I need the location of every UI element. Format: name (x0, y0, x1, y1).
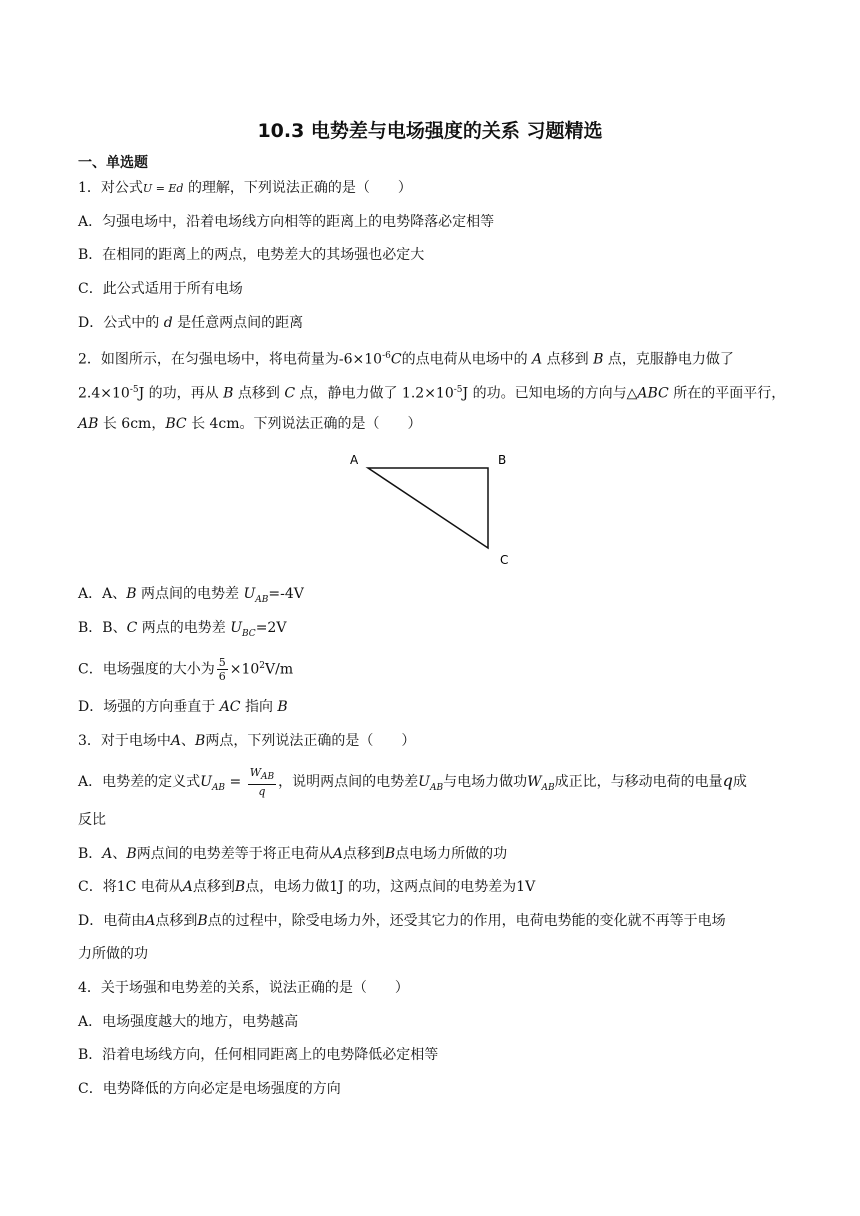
q2-option-b: B．B、C 两点的电势差 $U_{BC}=2V$ (78, 620, 287, 639)
q1-formula: U = Ed (142, 182, 184, 195)
q1-stem: 1．对公式U = Ed 的理解，下列说法正确的是（ ） (78, 180, 412, 196)
triangle-abc (368, 468, 488, 548)
q2-stem-line1: 2．如图所示，在匀强电场中，将电荷量为$-6\times 10^{-6}C$的点电荷从电场中的 A 点移到 B 点，克服静电力做了 (78, 351, 734, 368)
q1-option-b: B．在相同的距离上的两点，电势差大的其场强也必定大 (78, 247, 425, 263)
q2-stem-line3: AB 长 6cm，BC 长 4cm。下列说法正确的是（ ） (78, 416, 422, 432)
q1-option-a: A．匀强电场中，沿着电场线方向相等的距离上的电势降落必定相等 (78, 214, 495, 230)
q4-option-c: C．电势降低的方向必定是电场强度的方向 (78, 1081, 341, 1097)
q3-option-d-line1: D．电荷由A点移到B点的过程中，除受电场力外，还受其它力的作用，电荷电势能的变化就不再等于电场 (78, 913, 726, 929)
q2-option-c: C．电场强度的大小为 $\frac{5}{6}$ $\times 10^2V/m$ (78, 656, 294, 684)
q3-option-a-line2: 反比 (78, 812, 106, 828)
q4-stem: 4．关于场强和电势差的关系，说法正确的是（ ） (78, 980, 409, 996)
q3-option-d-line2: 力所做的功 (78, 946, 148, 962)
section-heading: 一、单选题 (78, 155, 148, 171)
vertex-label-b: B (498, 453, 507, 467)
vertex-label-a: A (350, 453, 359, 467)
q1-option-d: D．公式中的 d 是任意两点间的距离 (78, 315, 304, 331)
q3-option-c: C．将1C 电荷从A点移到B点，电场力做1J 的功，这两点间的电势差为1V (78, 879, 536, 895)
fraction-wab-over-q: $\frac{W_{AB}}{q}$ (249, 766, 275, 799)
fraction-five-sixths: $\frac{5}{6}$ (218, 656, 226, 684)
q4-option-a: A．电场强度越大的地方，电势越高 (78, 1014, 299, 1030)
q2-option-d: D．场强的方向垂直于 AC 指向 B (78, 699, 288, 715)
q2-option-a: A．A、B 两点间的电势差 $U_{AB}=-4V$ (78, 586, 304, 605)
q3-stem: 3．对于电场中A、B两点，下列说法正确的是（ ） (78, 733, 416, 749)
q1-option-c: C．此公式适用于所有电场 (78, 281, 243, 297)
q3-option-b: B．A、B两点间的电势差等于将正电荷从A点移到B点电场力所做的功 (78, 846, 508, 862)
vertex-label-c: C (500, 553, 509, 567)
q4-option-b: B．沿着电场线方向，任何相同距离上的电势降低必定相等 (78, 1047, 439, 1063)
triangle-abc-figure (340, 448, 530, 572)
q3-option-a-line1: A．电势差的定义式$U_{AB}$ = $\frac{W_{AB}}{q}$ ，说明两点间的电势差$U_{AB}$与电场力做功$W_{AB}$成正比，与移动电荷的电量q成 (78, 766, 747, 799)
document-title: 10.3 电势差与电场强度的关系 习题精选 (257, 120, 603, 142)
q2-stem-line2: $2.4\times 10^{-5}J$ 的功，再从 B 点移到 C 点，静电力做了 $1.2\times 10^{-5}J$ 的功。已知电场的方向与△ABC 所在的平面平行， (78, 385, 786, 402)
